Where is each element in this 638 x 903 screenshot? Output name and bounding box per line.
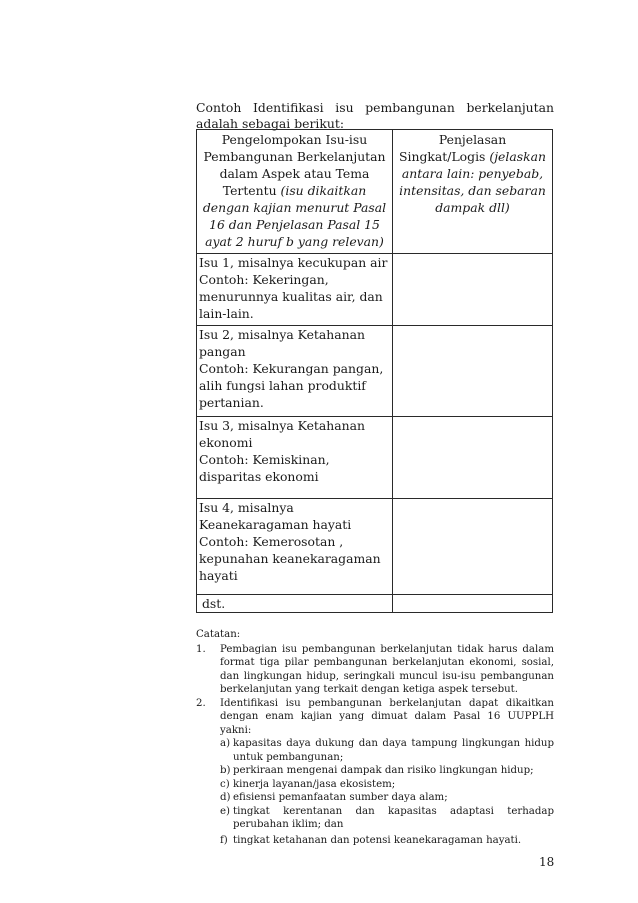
table-row <box>197 254 553 326</box>
subitem-text: tingkat kerentanan dan kapasitas adaptasi terhadap perubahan iklim; dan <box>233 805 554 830</box>
note-number: 2. <box>196 697 206 709</box>
issues-table <box>196 129 553 613</box>
note-subitem <box>220 791 554 805</box>
issue-cell <box>197 254 393 326</box>
subitem-text: efisiensi pemanfaatan sumber daya alam; <box>233 792 448 803</box>
subitem-text: perkiraan mengenai dampak dan risiko lingkungan hidup; <box>233 765 534 776</box>
issue-example: Contoh: Kemiskinan, disparitas ekonomi <box>199 452 330 484</box>
issue-example: Contoh: Kekeringan, menurunnya kualitas air, dan lain-lain. <box>199 272 383 321</box>
issue-example: Contoh: Kekurangan pangan, alih fungsi lahan produktif pertanian. <box>199 361 384 410</box>
table-row <box>197 499 553 595</box>
note-text: Pembagian isu pembangunan berkelanjutan tidak harus dalam format tiga pilar pembangunan berkelanjutan ekonomi, sosial, dan lingkungan hidup, seringkali muncul isu-isu pembangunan berkelanjutan yang terkait dengan ketiga aspek tersebut. <box>220 643 554 695</box>
issue-label: Isu 4, misalnya Keanekaragaman hayati <box>199 500 352 532</box>
table-row-last <box>197 595 553 613</box>
note-item <box>196 643 554 697</box>
subitem-letter: e) <box>220 805 231 817</box>
subitem-letter: a) <box>220 738 231 749</box>
header-col1-italic: (isu dikaitkan dengan kajian menurut Pasal 16 dan Penjelasan Pasal 15 ayat 2 huruf b yang relevan) <box>202 183 387 249</box>
intro-paragraph: Contoh Identifikasi isu pembangunan berkelanjutan adalah sebagai berikut: <box>196 100 554 131</box>
explanation-cell[interactable] <box>393 595 553 613</box>
header-col-grouping <box>197 130 393 254</box>
table-row <box>197 417 553 499</box>
issue-cell <box>197 326 393 417</box>
issue-example: Contoh: Kemerosotan , kepunahan keanekaragaman hayati <box>199 534 381 583</box>
issue-label: Isu 1, misalnya kecukupan air <box>199 255 388 270</box>
note-number: 1. <box>196 643 206 655</box>
notes-section <box>196 628 554 847</box>
subitem-letter: c) <box>220 778 230 790</box>
issue-cell <box>197 417 393 499</box>
table-header-row <box>197 130 553 254</box>
issue-label: Isu 2, misalnya Ketahanan pangan <box>199 327 365 359</box>
subitem-letter: d) <box>220 792 231 803</box>
note-subitem <box>220 805 554 832</box>
table-row <box>197 326 553 417</box>
issue-label: Isu 3, misalnya Ketahanan ekonomi <box>199 418 365 450</box>
note-subitem <box>220 764 554 778</box>
subitem-letter: b) <box>220 765 231 776</box>
header-col2-italic: (jelaskan antara lain: penyebab, intensitas, dan sebaran dampak dll) <box>399 149 546 215</box>
note-text: Identifikasi isu pembangunan berkelanjutan dapat dikaitkan dengan enam kajian yang dimuat dalam Pasal 16 UUPPLH yakni: <box>220 697 554 736</box>
explanation-cell[interactable] <box>393 499 553 595</box>
header-col1-text: Pengelompokan Isu-isu Pembangunan Berkelanjutan dalam Aspek atau Tema Tertentu <box>203 132 386 198</box>
note-subitem <box>220 737 554 764</box>
notes-title: Catatan: <box>196 629 241 640</box>
subitem-letter: f) <box>220 834 228 846</box>
page-number: 18 <box>539 855 555 869</box>
subitem-text: kapasitas daya dukung dan daya tampung lingkungan hidup untuk pembangunan; <box>233 738 554 763</box>
note-subitem <box>220 778 554 792</box>
issue-cell <box>197 499 393 595</box>
note-item <box>196 697 554 848</box>
subitem-text: tingkat ketahanan dan potensi keanekaragaman hayati. <box>233 834 522 846</box>
header-col2-text: Penjelasan Singkat/Logis <box>399 132 507 164</box>
explanation-cell[interactable] <box>393 417 553 499</box>
subitem-text: kinerja layanan/jasa ekosistem; <box>233 778 396 790</box>
header-col-explanation <box>393 130 553 254</box>
note-subitem <box>220 834 554 848</box>
explanation-cell[interactable] <box>393 326 553 417</box>
explanation-cell[interactable] <box>393 254 553 326</box>
note-body <box>220 697 554 848</box>
dst-cell: dst. <box>197 595 393 613</box>
